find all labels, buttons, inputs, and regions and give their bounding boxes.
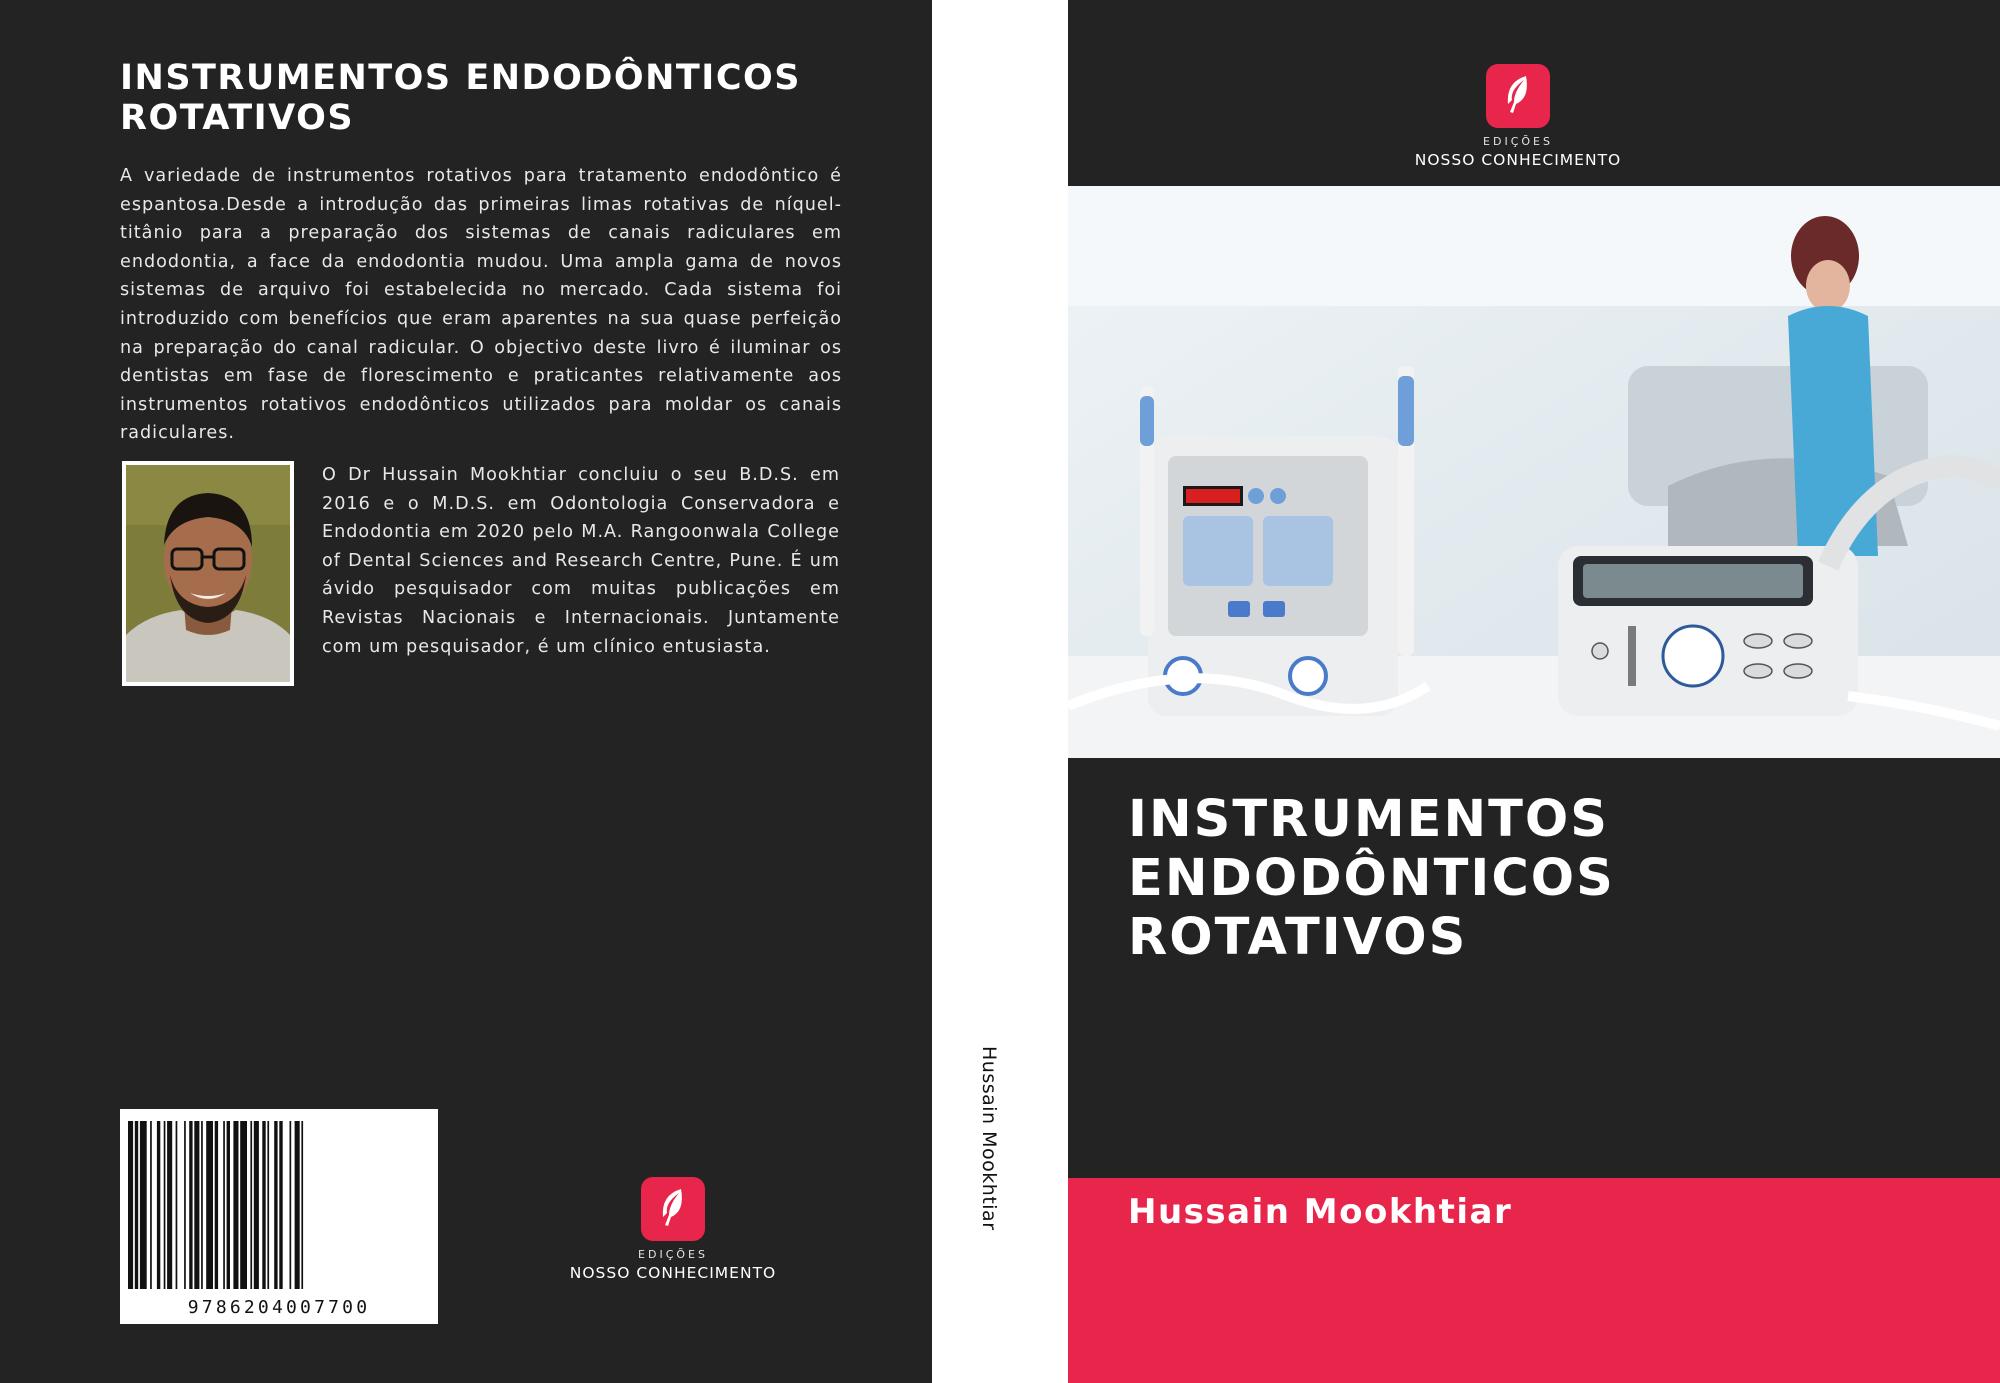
- front-title-line: ENDODÔNTICOS: [1128, 849, 1615, 908]
- publisher-logo-back: [553, 1177, 793, 1282]
- dental-equipment-image: [1068, 186, 2000, 758]
- publisher-name: NOSSO CONHECIMENTO: [569, 1264, 777, 1282]
- barcode-digits: 9786204007700: [187, 1297, 371, 1318]
- front-cover-author: Hussain Mookhtiar: [1128, 1192, 1513, 1232]
- isbn-barcode: [120, 1109, 438, 1324]
- back-cover-blurb: A variedade de instrumentos rotativos para tratamento endodôntico é espantosa.Desde a introdução das primeiras limas rotativas de níquel-titânio para a preparação dos sistemas de canais radiculares em endodontia, a face da endodontia mudou. Uma ampla gama de novos sistemas de arquivo foi estabelecida no mercado. Cada sistema foi introduzido com benefícios que eram aparentes na sua quase perfeição na preparação do canal radicular. O objectivo deste livro é iluminar os dentistas em fase de florescimento e praticantes relativamente aos instrumentos rotativos endodônticos utilizados para moldar os canais radiculares.: [120, 166, 842, 444]
- spine-author: Hussain Mookhtiar: [978, 1046, 1000, 1231]
- publisher-label-small: EDIÇÕES: [638, 1248, 708, 1261]
- author-photo: [122, 461, 294, 686]
- feather-icon: [1486, 64, 1550, 128]
- publisher-label-small: EDIÇÕES: [1483, 135, 1553, 148]
- front-title-line: INSTRUMENTOS: [1128, 790, 1610, 849]
- author-portrait-image: [126, 465, 290, 682]
- publisher-logo-front: [1398, 64, 1638, 169]
- cover-photo: [1068, 186, 2000, 758]
- publisher-name: NOSSO CONHECIMENTO: [1414, 151, 1622, 169]
- front-title-line: ROTATIVOS: [1128, 908, 1468, 967]
- back-cover-title: INSTRUMENTOS ENDODÔNTICOS ROTATIVOS: [120, 58, 801, 138]
- barcode-bars: [120, 1109, 438, 1294]
- front-cover-title: [1128, 790, 1928, 967]
- feather-icon: [641, 1177, 705, 1241]
- author-bio: O Dr Hussain Mookhtiar concluiu o seu B.D.S. em 2016 e o M.D.S. em Odontologia Conservadora e Endodontia em 2020 pelo M.A. Rangoonwala College of Dental Sciences and Research Centre, Pune. É um ávido pesquisador com muitas publicações em Revistas Nacionais e Internacionais. Juntamente com um pesquisador, é um clínico entusiasta.: [322, 465, 840, 657]
- spine: [932, 0, 1068, 1383]
